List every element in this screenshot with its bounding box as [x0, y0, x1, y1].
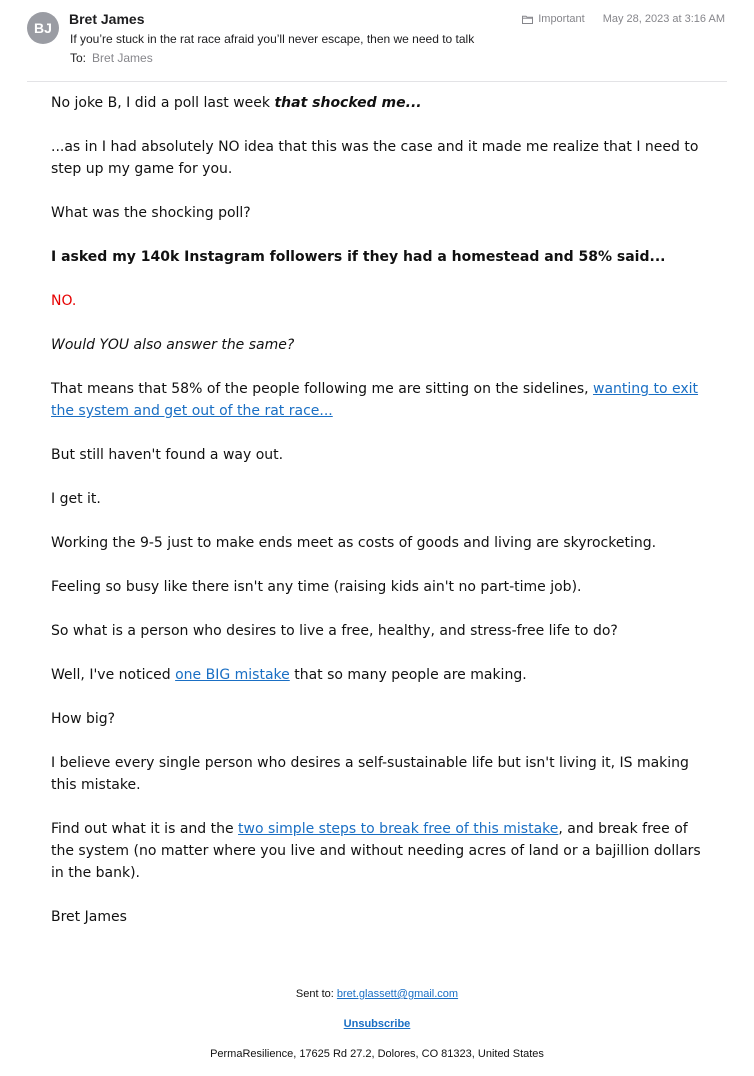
paragraph: Find out what it is and the two simple steps to break free of this mistake, and break free of the system (no matter where you live and without needing acres of land or a bajillion dollars in the bank). [51, 821, 701, 881]
folder-icon [522, 15, 533, 24]
footer-unsubscribe [0, 1018, 754, 1030]
paragraph: NO. [51, 293, 77, 309]
footer-address: PermaResilience, 17625 Rd 27.2, Dolores, CO 81323, United States [210, 1048, 544, 1060]
recipient-line [70, 51, 153, 65]
header-divider [27, 81, 727, 82]
unsubscribe-link[interactable]: Unsubscribe [343, 1018, 411, 1030]
paragraph: What was the shocking poll? [51, 205, 251, 221]
emphasis-text: that shocked me... [274, 95, 422, 111]
to-label: To: [70, 51, 87, 65]
paragraph: I believe every single person who desires a self-sustainable life but isn't living it, IS making this mistake. [51, 755, 689, 793]
rat-race-link[interactable]: wanting to exit the system and get out of the rat race... [51, 381, 699, 419]
paragraph: Would YOU also answer the same? [51, 337, 295, 353]
big-mistake-link[interactable]: one BIG mistake [175, 667, 290, 683]
paragraph: I get it. [51, 491, 101, 507]
email-body [51, 92, 711, 950]
email-subject: If you’re stuck in the rat race afraid you’ll never escape, then we need to talk [70, 32, 475, 46]
message-date: May 28, 2023 at 3:16 AM [602, 13, 725, 25]
footer-sent-to [0, 988, 754, 1000]
sent-to-label: Sent to: [295, 988, 337, 1000]
paragraph: Well, I've noticed one BIG mistake that so many people are making. [51, 667, 527, 683]
paragraph: But still haven't found a way out. [51, 447, 284, 463]
sent-to-email-link[interactable]: bret.glassett@gmail.com [336, 988, 459, 1000]
two-steps-link[interactable]: two simple steps to break free of this mistake [238, 821, 559, 837]
paragraph: ...as in I had absolutely NO idea that this was the case and it made me realize that I need to step up my game for you. [51, 139, 699, 177]
paragraph: That means that 58% of the people following me are sitting on the sidelines, wanting to exit the system and get out of the rat race... [51, 381, 699, 419]
message-header [0, 0, 754, 82]
sender-avatar[interactable]: BJ [27, 12, 59, 44]
paragraph: No joke B, I did a poll last week that shocked me... [51, 95, 422, 111]
message-meta [522, 13, 725, 25]
paragraph: Working the 9-5 just to make ends meet as costs of goods and living are skyrocketing. [51, 535, 657, 551]
paragraph: So what is a person who desires to live a free, healthy, and stress-free life to do? [51, 623, 618, 639]
signature: Bret James [51, 909, 127, 925]
paragraph: Feeling so busy like there isn't any time (raising kids ain't no part-time job). [51, 579, 582, 595]
mailbox-label[interactable]: Important [538, 13, 585, 25]
paragraph: I asked my 140k Instagram followers if they had a homestead and 58% said... [51, 249, 666, 265]
paragraph: How big? [51, 711, 116, 727]
recipient-name[interactable]: Bret James [92, 51, 153, 65]
sender-name[interactable]: Bret James [69, 11, 145, 27]
